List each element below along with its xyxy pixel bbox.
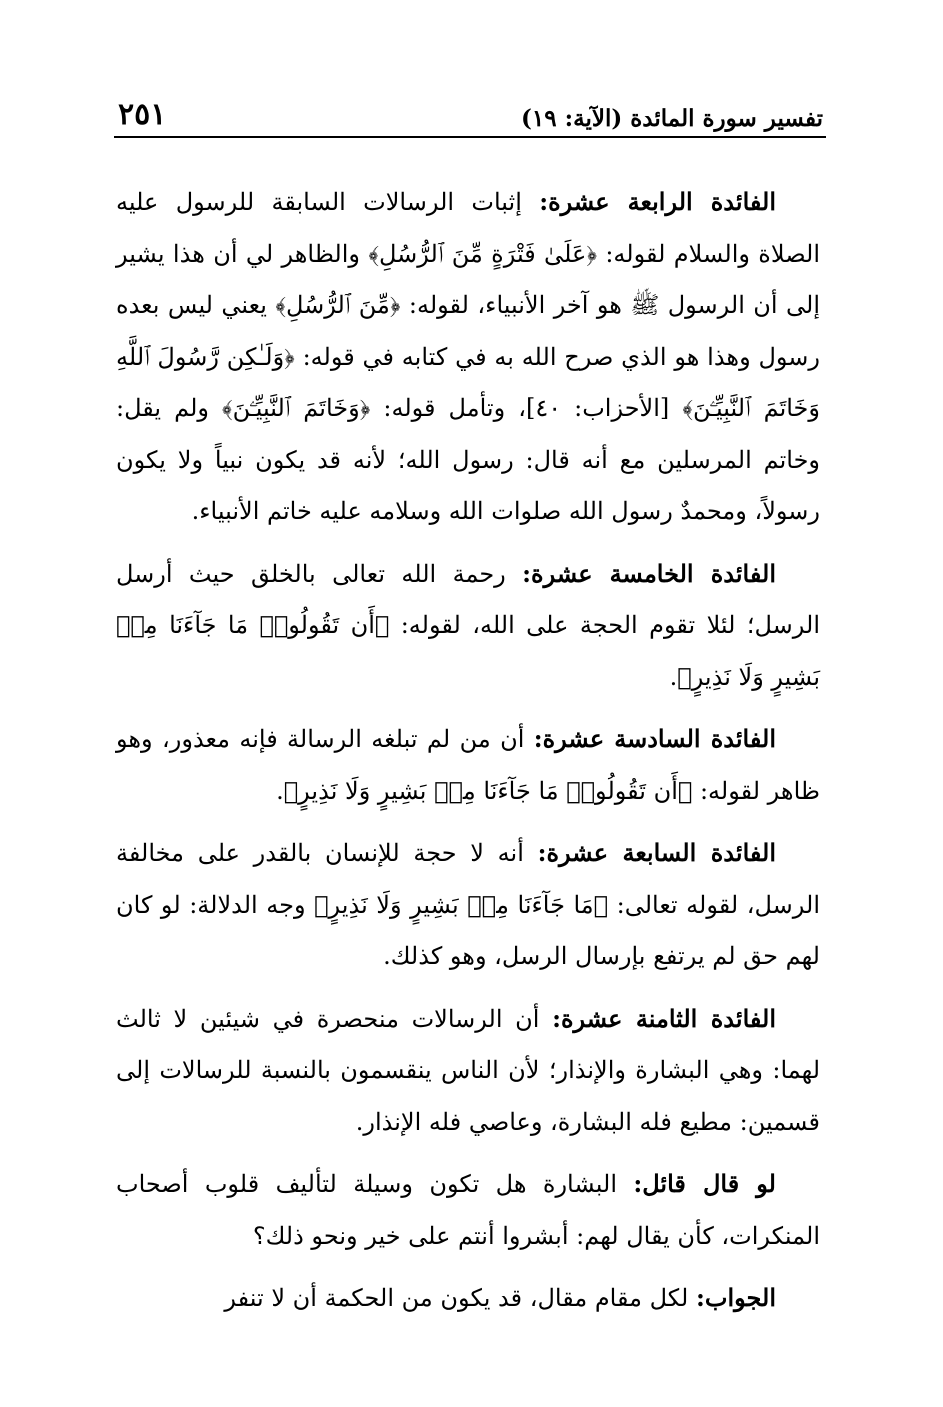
paragraph-heading: لو قال قائل:: [633, 1169, 776, 1198]
paragraph-eighteenth-benefit: [116, 993, 820, 1149]
paragraph-answer: [116, 1272, 820, 1325]
page-header: [118, 92, 823, 132]
paragraph-heading: الفائدة الرابعة عشرة:: [539, 187, 777, 216]
paragraph-heading: الفائدة السابعة عشرة:: [537, 838, 776, 867]
page-number: ٢٥١: [118, 97, 167, 132]
paragraph-text: أن من لم تبلغه الرسالة فإنه معذور، وهو ظاهر لقوله: ﴿أَن تَقُولُوا۟ مَا جَآءَنَا مِنۢ بَشِيرٍ وَلَا نَذِيرٍ﴾.: [116, 725, 820, 805]
running-title: تفسير سورة المائدة (الآية: ١٩): [521, 105, 823, 132]
paragraph-text: رحمة الله تعالى بالخلق حيث أرسل الرسل؛ لئلا تقوم الحجة على الله، لقوله: ﴿أَن تَقُولُوا۟ مَا جَآءَنَا مِنۢ بَشِيرٍ وَلَا نَذِيرٍ﴾.: [116, 559, 820, 691]
paragraph-question: [116, 1158, 820, 1262]
paragraph-text: إثبات الرسالات السابقة للرسول عليه الصلاة والسلام لقوله: ﴿عَلَىٰ فَتْرَةٍ مِّنَ ٱلرُّسُلِ﴾ والظاهر لي أن هذا يشير إلى أن الرسول ﷺ هو آخر الأنبياء، لقوله: ﴿مِّنَ ٱلرُّسُلِ﴾ يعني ليس بعده رسول وهذا هو الذي صرح الله به في كتابه في قوله: ﴿وَلَـٰكِن رَّسُولَ ٱللَّهِ وَخَاتَمَ ٱلنَّبِيِّـۧنَ﴾ [الأحزاب: ٤٠]، وتأمل قوله: ﴿وَخَاتَمَ ٱلنَّبِيِّـۧنَ﴾ ولم يقل: وخاتم المرسلين مع أنه قال: رسول الله؛ لأنه قد يكون نبياً ولا يكون رسولاً، ومحمدٌ رسول الله صلوات الله وسلامه عليه خاتم الأنبياء.: [116, 188, 820, 525]
paragraph-text: أن الرسالات منحصرة في شيئين لا ثالث لهما: وهي البشارة والإنذار؛ لأن الناس ينقسمون بالنسبة للرسالات إلى قسمين: مطيع فله البشارة، وعاصي فله الإنذار.: [116, 1004, 820, 1136]
paragraph-heading: الفائدة الخامسة عشرة:: [522, 558, 776, 588]
paragraph-sixteenth-benefit: [116, 713, 820, 817]
paragraph-fifteenth-benefit: [116, 548, 820, 704]
paragraph-seventeenth-benefit: [116, 827, 820, 983]
paragraph-heading: الجواب:: [696, 1283, 776, 1312]
paragraph-text: أنه لا حجة للإنسان بالقدر على مخالفة الرسل، لقوله تعالى: ﴿مَا جَآءَنَا مِنۢ بَشِيرٍ وَلَا نَذِيرٍ﴾ وجه الدلالة: لو كان لهم حق لم يرتفع بإرسال الرسل، وهو كذلك.: [116, 839, 820, 970]
paragraph-heading: الفائدة السادسة عشرة:: [533, 724, 776, 753]
header-divider: [114, 136, 826, 138]
paragraph-text: البشارة هل تكون وسيلة لتأليف قلوب أصحاب المنكرات، كأن يقال لهم: أبشروا أنتم على خير ونحو ذلك؟: [116, 1170, 820, 1250]
page-body: [116, 176, 820, 1356]
paragraph-text: لكل مقام مقال، قد يكون من الحكمة أن لا تنفر: [224, 1284, 696, 1312]
paragraph-heading: الفائدة الثامنة عشرة:: [552, 1003, 777, 1033]
paragraph-fourteenth-benefit: [116, 176, 820, 538]
